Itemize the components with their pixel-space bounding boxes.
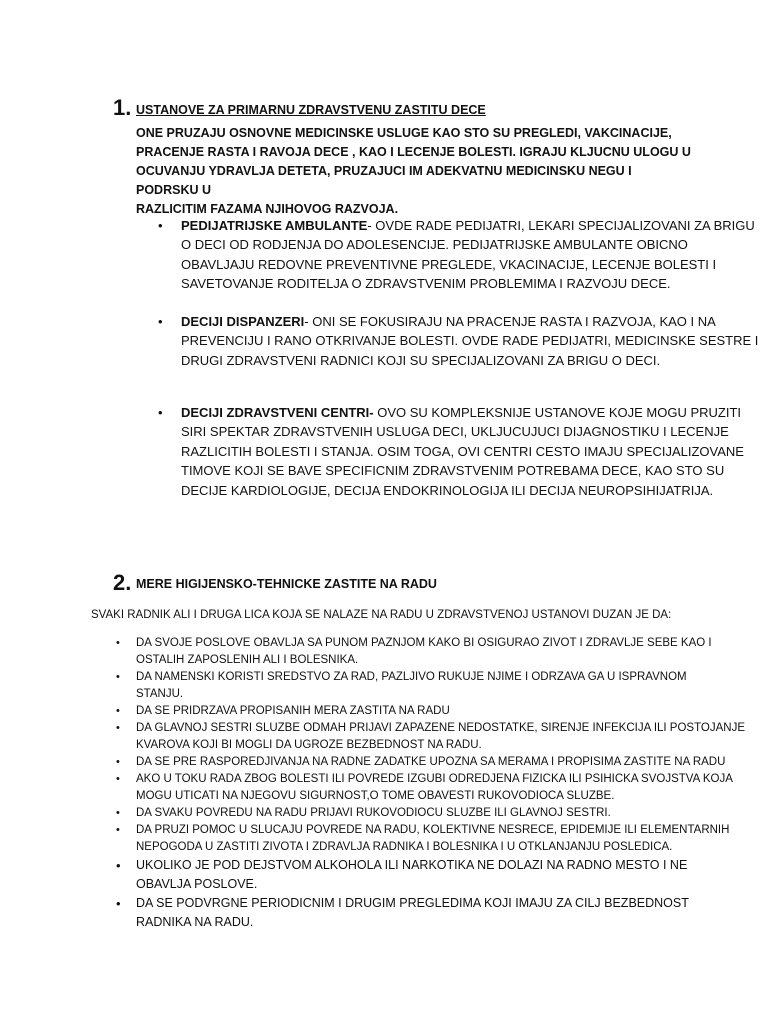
item-text: STANJU. bbox=[136, 688, 184, 700]
list-item-deciji-zdravstveni-centri bbox=[158, 403, 744, 500]
item-text: DA SE PRIDRZAVA PROPISANIH MERA ZASTITA NA RADU bbox=[136, 705, 450, 717]
list-item bbox=[116, 805, 611, 822]
list-item bbox=[116, 669, 687, 703]
item-text: DA SVOJE POSLOVE OBAVLJA SA PUNOM PAZNJOM KAKO BI OSIGURAO ZIVOT I ZDRAVLJE SEBE KAO I bbox=[136, 637, 712, 649]
section-1-intro bbox=[136, 124, 696, 219]
bullet-icon: • bbox=[116, 671, 120, 683]
bullet-icon: • bbox=[158, 405, 163, 420]
item-text: - OVDE RADE PEDIJATRI, LEKARI SPECIJALIZOVANI ZA BRIGU bbox=[367, 218, 755, 233]
intro-line: ONE PRUZAJU OSNOVNE MEDICINSKE USLUGE KAO STO SU PREGLEDI, VAKCINACIJE, bbox=[136, 126, 672, 140]
section-1-number: 1. bbox=[113, 95, 132, 120]
intro-line: PRACENJE RASTA I RAVOJA DECE , KAO I LECENJE BOLESTI. IGRAJU KLJUCNU ULOGU U bbox=[136, 145, 691, 159]
item-text: UKOLIKO JE POD DEJSTVOM ALKOHOLA ILI NARKOTIKA NE DOLAZI NA RADNO MESTO I NE bbox=[136, 858, 688, 872]
item-text: DA NAMENSKI KORISTI SREDSTVO ZA RAD, PAZLJIVO RUKUJE NJIME I ODRZAVA GA U ISPRAVNOM bbox=[136, 671, 687, 683]
bullet-icon: • bbox=[116, 858, 121, 873]
item-text: DA SE PODVRGNE PERIODICNIM I DRUGIM PREGLEDIMA KOJI IMAJU ZA CILJ BEZBEDNOST bbox=[136, 896, 689, 910]
bullet-icon: • bbox=[158, 314, 163, 329]
bullet-icon: • bbox=[116, 824, 120, 836]
bullet-icon: • bbox=[116, 722, 120, 734]
item-text: OBAVLJAJU REDOVNE PREVENTIVNE PREGLEDE, VKACINACIJE, LECENJE BOLESTI I bbox=[181, 256, 717, 272]
list-item-pedijatrijske-ambulante bbox=[158, 216, 755, 294]
item-text: PREVENCIJU I RANO OTKRIVANJE BOLESTI. OVDE RADE PEDIJATRI, MEDICINSKE SESTRE I bbox=[181, 333, 759, 349]
bullet-icon: • bbox=[116, 773, 120, 785]
item-text: OSTALIH ZAPOSLENIH ALI I BOLESNIKA. bbox=[136, 654, 359, 666]
item-text: - ONI SE FOKUSIRAJU NA PRACENJE RASTA I RAZVOJA, KAO I NA bbox=[304, 314, 716, 329]
item-text: OVO SU KOMPLEKSNIJE USTANOVE KOJE MOGU PRUZITI bbox=[373, 405, 742, 420]
list-item bbox=[116, 635, 712, 669]
list-item bbox=[116, 894, 689, 932]
bullet-icon: • bbox=[116, 807, 120, 819]
item-text: SAVETOVANJE RODITELJA O ZDRAVSTVENIM PROBLEMIMA I RAZVOJU DECE. bbox=[181, 276, 671, 292]
item-text: DRUGI ZDRAVSTVENI RADNICI KOJI SU SPECIJALIZOVANI ZA BRIGU O DECI. bbox=[181, 352, 661, 368]
item-text: O DECI OD RODJENJA DO ADOLESENCIJE. PEDIJATRIJSKE AMBULANTE OBICNO bbox=[181, 237, 688, 253]
item-term: DECIJI DISPANZERI bbox=[181, 314, 305, 329]
item-text: TIMOVE KOJI SE BAVE SPECIFICNIM ZDRAVSTVENIM POTREBAMA DECE, KAO STO SU bbox=[181, 463, 725, 479]
item-term: PEDIJATRIJSKE AMBULANTE bbox=[181, 218, 368, 233]
section-2-title: MERE HIGIJENSKO-TEHNICKE ZASTITE NA RADU bbox=[136, 577, 437, 591]
item-text: DA PRUZI POMOC U SLUCAJU POVREDE NA RADU, KOLEKTIVNE NESRECE, EPIDEMIJE ILI ELEMENTARNIH bbox=[136, 824, 730, 836]
list-item bbox=[116, 703, 450, 720]
list-item bbox=[116, 720, 745, 754]
section-1-title: USTANOVE ZA PRIMARNU ZDRAVSTVENU ZASTITU DECE bbox=[136, 103, 486, 117]
section-2-number: 2. bbox=[113, 570, 132, 595]
item-text: DA SE PRE RASPOREDJIVANJA NA RADNE ZADATKE UPOZNA SA MERAMA I PROPISIMA ZASTITE NA RADU bbox=[136, 756, 726, 768]
item-text: SIRI SPEKTAR ZDRAVSTVENIH USLUGA DECI, UKLJUCUJUCI DIJAGNOSTIKU I LECENJE bbox=[181, 424, 729, 440]
list-item bbox=[116, 771, 733, 805]
bullet-icon: • bbox=[116, 705, 120, 717]
bullet-icon: • bbox=[116, 896, 121, 911]
item-text: RAZLICITIH BOLESTI I STANJA. OSIM TOGA, OVI CENTRI CESTO IMAJU SPECIJALIZOVANE bbox=[181, 443, 744, 459]
item-text: DA SVAKU POVREDU NA RADU PRIJAVI RUKOVODIOCU SLUZBE ILI GLAVNOJ SESTRI. bbox=[136, 807, 611, 819]
bullet-icon: • bbox=[158, 218, 163, 233]
item-text: RADNIKA NA RADU. bbox=[136, 915, 254, 929]
bullet-icon: • bbox=[116, 756, 120, 768]
item-text: DA GLAVNOJ SESTRI SLUZBE ODMAH PRIJAVI ZAPAZENE NEDOSTATKE, SIRENJE INFEKCIJA ILI POSTOJANJE bbox=[136, 722, 745, 734]
intro-line: RAZLICITIM FAZAMA NJIHOVOG RAZVOJA. bbox=[136, 202, 399, 216]
item-text: DECIJE KARDIOLOGIJE, DECIJA ENDOKRINOLOGIJA ILI DECIJA NEUROPSIHIJATRIJA. bbox=[181, 482, 714, 498]
list-item bbox=[116, 754, 726, 771]
item-text: NEPOGODA U ZASTITI ZIVOTA I ZDRAVLJA RADNIKA I BOLESNIKA I U OTKLANJANJU POSLEDICA. bbox=[136, 841, 673, 853]
item-text: AKO U TOKU RADA ZBOG BOLESTI ILI POVREDE IZGUBI ODREDJENA FIZICKA ILI PSIHICKA SVOJSTVA KOJA bbox=[136, 773, 733, 785]
list-item bbox=[116, 822, 730, 856]
section-2-intro: SVAKI RADNIK ALI I DRUGA LICA KOJA SE NALAZE NA RADU U ZDRAVSTVENOJ USTANOVI DUZAN JE DA: bbox=[91, 609, 672, 621]
list-item bbox=[116, 856, 688, 894]
bullet-icon: • bbox=[116, 637, 120, 649]
item-text: MOGU UTICATI NA NJEGOVU SIGURNOST,O TOME OBAVESTI RUKOVODIOCA SLUZBE. bbox=[136, 790, 615, 802]
list-item-deciji-dispanzeri bbox=[158, 312, 759, 370]
item-text: KVAROVA KOJI BI MOGLI DA UGROZE BEZBEDNOST NA RADU. bbox=[136, 739, 482, 751]
item-term: DECIJI ZDRAVSTVENI CENTRI- bbox=[181, 405, 374, 420]
intro-line: OCUVANJU YDRAVLJA DETETA, PRUZAJUCI IM ADEKVATNU MEDICINSKU NEGU I PODRSKU U bbox=[136, 164, 632, 197]
item-text: OBAVLJA POSLOVE. bbox=[136, 877, 258, 891]
